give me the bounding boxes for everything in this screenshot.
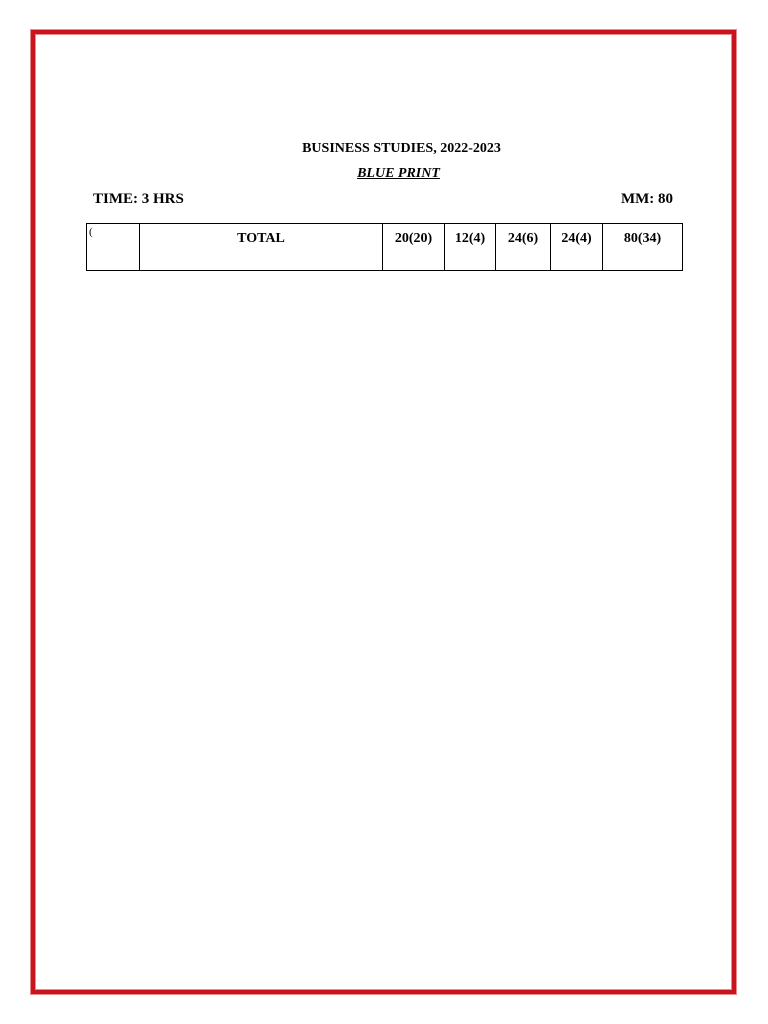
table-cell-bracket: ( — [87, 224, 140, 271]
table-cell-total-label — [140, 224, 383, 271]
table-cell-medium: 24(6) — [496, 224, 551, 271]
time-label: TIME: 3 HRS — [93, 191, 184, 207]
document-subtitle: BLUE PRINT — [357, 166, 440, 181]
table-row — [87, 224, 683, 271]
total-label: TOTAL — [237, 231, 285, 246]
document-title: BUSINESS STUDIES, 2022-2023 — [302, 141, 501, 156]
table-cell-long: 24(4) — [551, 224, 603, 271]
max-marks-label: MM: 80 — [620, 191, 673, 207]
table-cell-mcq: 20(20) — [383, 224, 445, 271]
blueprint-table — [86, 223, 683, 271]
table-cell-grand-total: 80(34) — [603, 224, 683, 271]
table-cell-short: 12(4) — [445, 224, 496, 271]
